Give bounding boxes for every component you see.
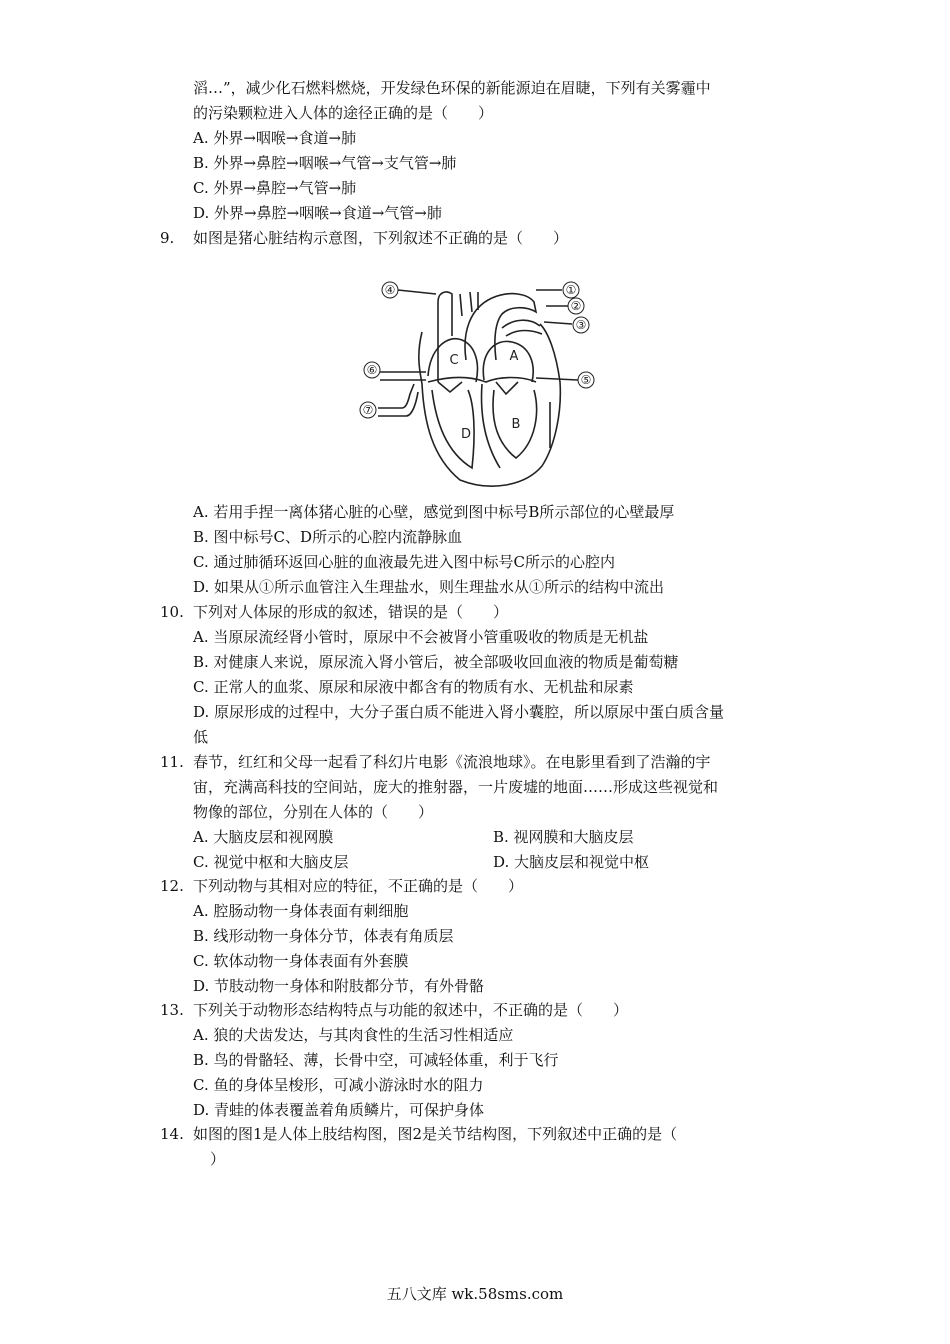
q11-stem-line1: 春节，红红和父母一起看了科幻片电影《流浪地球》。在电影里看到了浩瀚的宇 bbox=[193, 753, 711, 771]
q10-number: 10. bbox=[160, 603, 184, 621]
q10-option-d-cont: 低 bbox=[193, 728, 209, 746]
q13-option-c: C. 鱼的身体呈梭形，可减小游泳时水的阻力 bbox=[193, 1076, 484, 1094]
q11-option-c: C. 视觉中枢和大脑皮层 bbox=[193, 853, 349, 871]
q12-option-b: B. 线形动物一身体分节，体表有角质层 bbox=[193, 927, 454, 945]
label-3: ③ bbox=[575, 318, 587, 332]
label-b: B bbox=[511, 417, 521, 432]
label-4: ④ bbox=[384, 283, 396, 297]
q13-option-d: D. 青蛙的体表覆盖着角质鳞片，可保护身体 bbox=[193, 1101, 485, 1119]
q8-option-d: D. 外界→鼻腔→咽喉→食道→气管→肺 bbox=[193, 204, 442, 222]
q8-stem-line2: 的污染颗粒进入人体的途径正确的是（ ） bbox=[193, 104, 494, 122]
q9-option-b: B. 图中标号C、D所示的心腔内流静脉血 bbox=[193, 528, 463, 546]
heart-diagram bbox=[350, 272, 600, 494]
q9-option-a: A. 若用手捏一离体猪心脏的心壁，感觉到图中标号B所示部位的心壁最厚 bbox=[193, 503, 675, 521]
label-7: ⑦ bbox=[362, 403, 374, 417]
septum bbox=[482, 384, 500, 468]
q8-option-b: B. 外界→鼻腔→咽喉→气管→支气管→肺 bbox=[193, 154, 457, 172]
q9-number: 9. bbox=[160, 229, 175, 247]
label-6: ⑥ bbox=[366, 363, 378, 377]
q13-option-b: B. 鸟的骨骼轻、薄，长骨中空，可减轻体重，利于飞行 bbox=[193, 1051, 559, 1069]
q8-stem-line1: 滔…”，减少化石燃料燃烧，开发绿色环保的新能源迫在眉睫，下列有关雾霾中 bbox=[193, 79, 711, 97]
q10-stem: 下列对人体尿的形成的叙述，错误的是（ ） bbox=[193, 603, 509, 621]
q11-stem-line2: 宙，充满高科技的空间站，庞大的推射器，一片废墟的地面……形成这些视觉和 bbox=[193, 778, 719, 796]
q14-number: 14. bbox=[160, 1125, 184, 1143]
label-c: C bbox=[449, 353, 459, 368]
q12-option-a: A. 腔肠动物一身体表面有刺细胞 bbox=[193, 902, 409, 920]
label-5: ⑤ bbox=[580, 373, 592, 387]
q9-stem: 如图是猪心脏结构示意图，下列叙述不正确的是（ ） bbox=[193, 229, 569, 247]
q14-stem-line2: ） bbox=[210, 1150, 226, 1168]
label-d: D bbox=[460, 427, 472, 442]
q10-option-b: B. 对健康人来说，原尿流入肾小管后，被全部吸收回血液的物质是葡萄糖 bbox=[193, 653, 679, 671]
q8-option-c: C. 外界→鼻腔→气管→肺 bbox=[193, 179, 357, 197]
q13-stem: 下列关于动物形态结构特点与功能的叙述中，不正确的是（ ） bbox=[193, 1001, 629, 1019]
q9-option-d: D. 如果从①所示血管注入生理盐水，则生理盐水从①所示的结构中流出 bbox=[193, 578, 665, 596]
q11-stem-line3: 物像的部位，分别在人体的（ ） bbox=[193, 803, 434, 821]
label-1: ① bbox=[565, 283, 577, 297]
q12-stem: 下列动物与其相对应的特征，不正确的是（ ） bbox=[193, 877, 524, 895]
q10-option-c: C. 正常人的血浆、原尿和尿液中都含有的物质有水、无机盐和尿素 bbox=[193, 678, 634, 696]
q12-number: 12. bbox=[160, 877, 184, 895]
heart-outline bbox=[419, 324, 561, 486]
q13-option-a: A. 狼的犬齿发达，与其肉食性的生活习性相适应 bbox=[193, 1026, 514, 1044]
q10-option-a: A. 当原尿流经肾小管时，原尿中不会被肾小管重吸收的物质是无机盐 bbox=[193, 628, 649, 646]
label-a: A bbox=[509, 349, 519, 364]
q12-option-c: C. 软体动物一身体表面有外套膜 bbox=[193, 952, 409, 970]
label-2: ② bbox=[570, 299, 582, 313]
q11-option-b: B. 视网膜和大脑皮层 bbox=[493, 828, 634, 846]
page-footer: 五八文库 wk.58sms.com bbox=[386, 1285, 564, 1303]
q9-option-c: C. 通过肺循环返回心脏的血液最先进入图中标号C所示的心腔内 bbox=[193, 553, 615, 571]
q12-option-d: D. 节肢动物一身体和附肢都分节，有外骨骼 bbox=[193, 977, 485, 995]
atrium-a bbox=[483, 341, 533, 382]
q11-option-a: A. 大脑皮层和视网膜 bbox=[193, 828, 334, 846]
q8-option-a: A. 外界→咽喉→食道→肺 bbox=[193, 129, 357, 147]
q14-stem-line1: 如图的图1是人体上肢结构图，图2是关节结构图，下列叙述中正确的是（ bbox=[193, 1125, 678, 1143]
superior-vena-cava bbox=[438, 292, 452, 382]
q10-option-d: D. 原尿形成的过程中，大分子蛋白质不能进入肾小囊腔，所以原尿中蛋白质含量 bbox=[193, 703, 725, 721]
pulmonary-artery bbox=[502, 320, 542, 336]
q13-number: 13. bbox=[160, 1001, 184, 1019]
q11-number: 11. bbox=[160, 753, 184, 771]
q11-option-d: D. 大脑皮层和视觉中枢 bbox=[493, 853, 650, 871]
